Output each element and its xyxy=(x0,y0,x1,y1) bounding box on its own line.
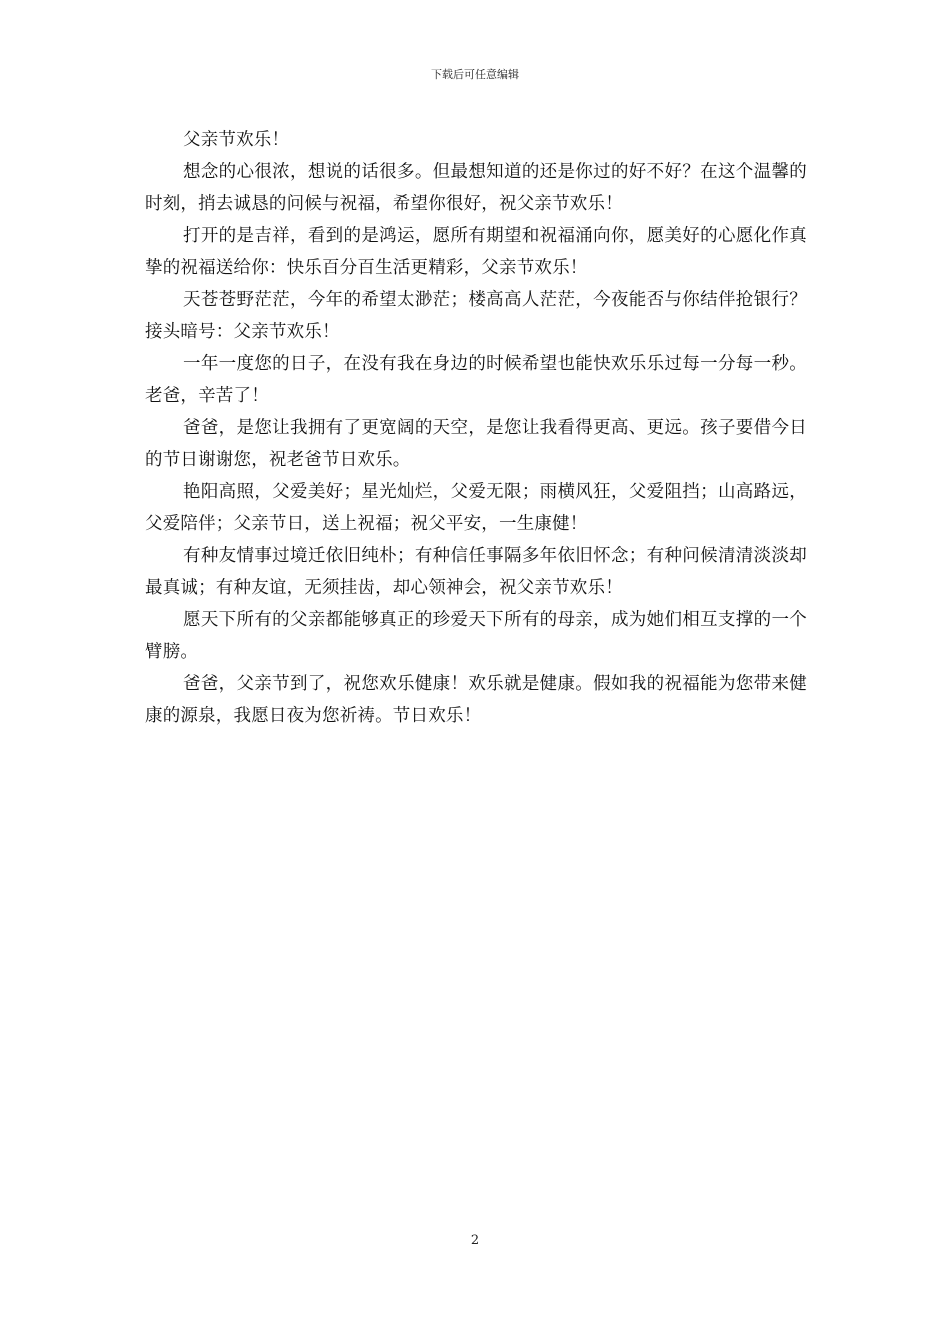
paragraph: 艳阳高照，父爱美好；星光灿烂，父爱无限；雨横风狂，父爱阻挡；山高路远，父爱陪伴；父亲节日，送上祝福；祝父平安，一生康健！ xyxy=(145,482,807,534)
paragraph: 想念的心很浓，想说的话很多。但最想知道的还是你过的好不好？在这个温馨的时刻，捎去诚恳的问候与祝福，希望你很好，祝父亲节欢乐！ xyxy=(145,162,807,214)
page-number: 2 xyxy=(470,1233,480,1248)
paragraph: 愿天下所有的父亲都能够真正的珍爱天下所有的母亲，成为她们相互支撑的一个臂膀。 xyxy=(145,610,807,662)
paragraph: 天苍苍野茫茫，今年的希望太渺茫；楼高高人茫茫，今夜能否与你结伴抢银行？接头暗号：父亲节欢乐！ xyxy=(145,290,807,342)
paragraph: 有种友情事过境迁依旧纯朴；有种信任事隔多年依旧怀念；有种问候清清淡淡却最真诚；有种友谊，无须挂齿，却心领神会，祝父亲节欢乐！ xyxy=(145,546,807,598)
paragraph: 爸爸，是您让我拥有了更宽阔的天空，是您让我看得更高、更远。孩子要借今日的节日谢谢您，祝老爸节日欢乐。 xyxy=(145,418,807,470)
page-header: 下载后可任意编辑 xyxy=(431,68,519,81)
paragraph: 爸爸，父亲节到了，祝您欢乐健康！欢乐就是健康。假如我的祝福能为您带来健康的源泉，我愿日夜为您祈祷。节日欢乐！ xyxy=(145,674,807,726)
paragraph: 父亲节欢乐！ xyxy=(183,130,290,150)
paragraph: 一年一度您的日子，在没有我在身边的时候希望也能快欢乐乐过每一分每一秒。老爸，辛苦了！ xyxy=(145,354,807,406)
document-body xyxy=(145,124,807,732)
paragraph: 打开的是吉祥，看到的是鸿运，愿所有期望和祝福涌向你，愿美好的心愿化作真挚的祝福送给你：快乐百分百生活更精彩，父亲节欢乐！ xyxy=(145,226,807,278)
